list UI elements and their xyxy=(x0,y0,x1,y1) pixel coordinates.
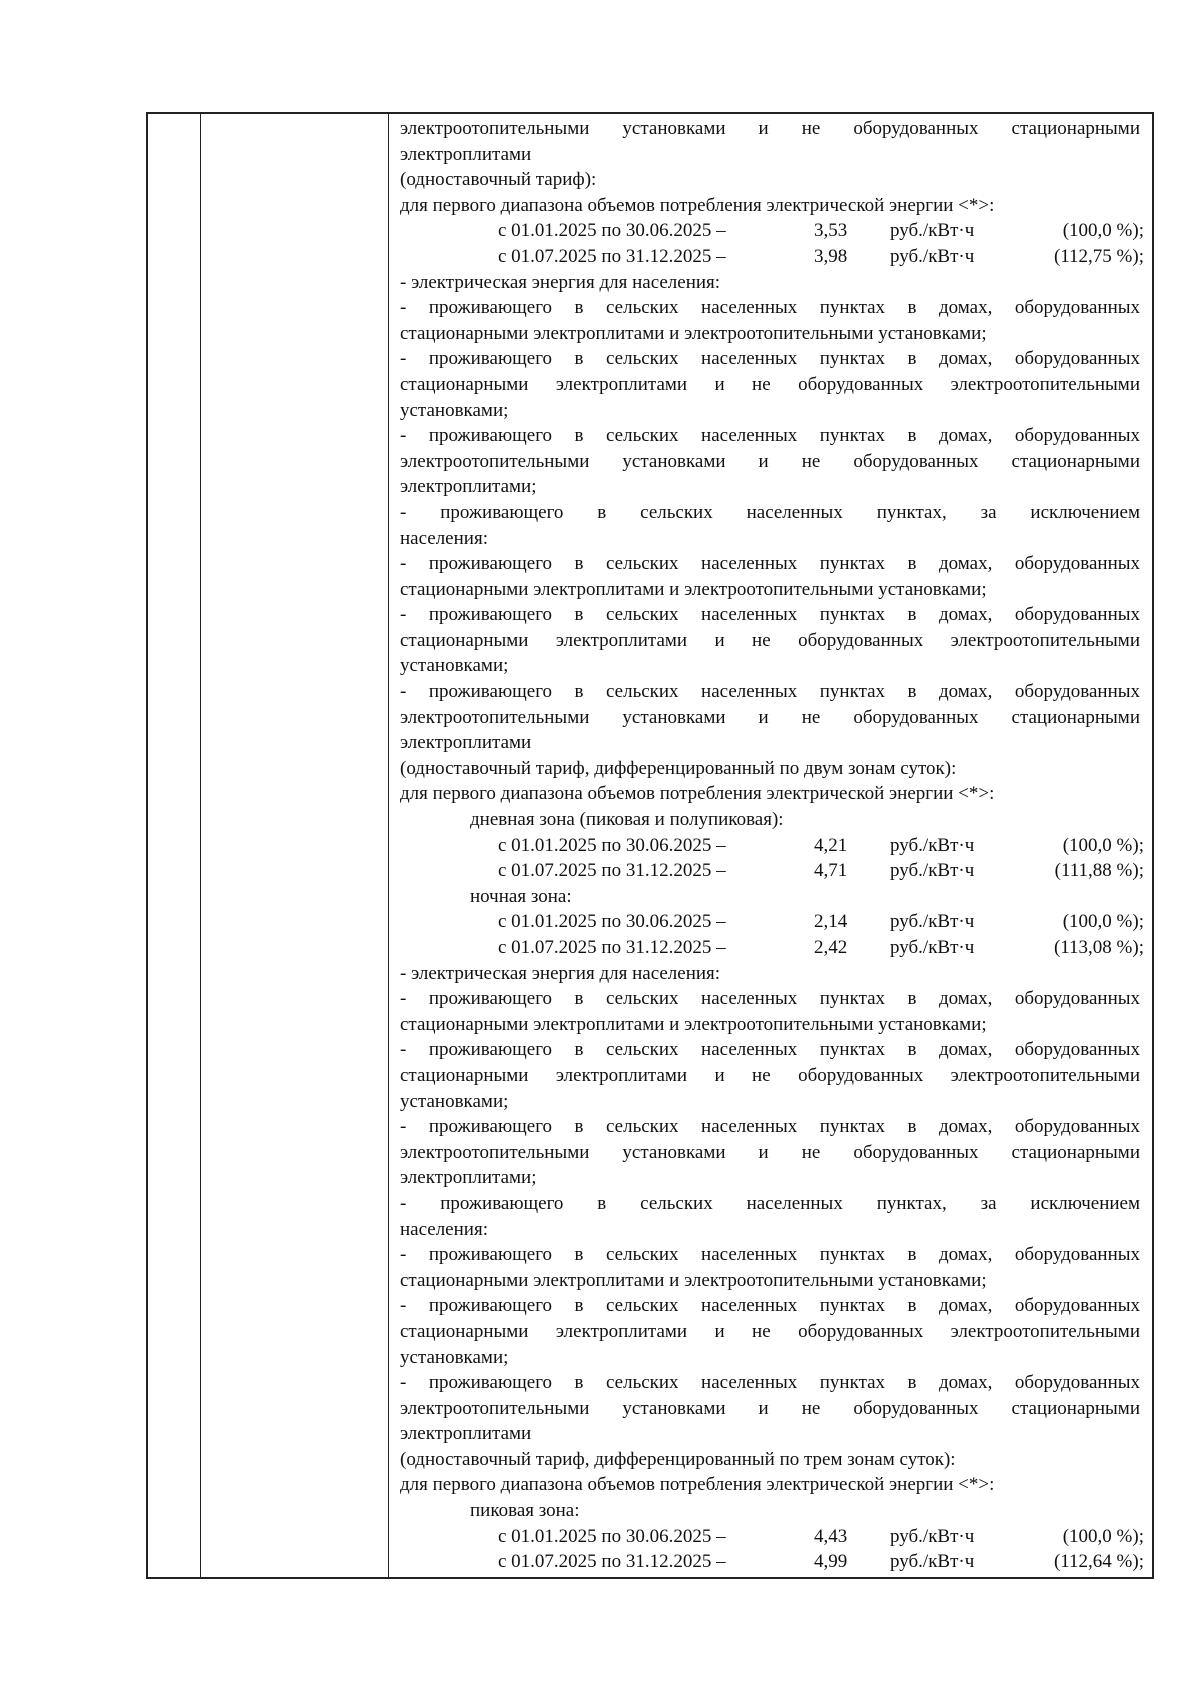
tariff-period: с 01.01.2025 по 30.06.2025 – xyxy=(498,220,726,242)
tariff-value: 4,99 xyxy=(814,1551,848,1573)
paragraph xyxy=(400,116,1140,167)
text-line: - проживающего в сельских населенных пунктах в домах, оборудованных xyxy=(400,348,1140,370)
tariff-rate-row xyxy=(400,909,1144,935)
paragraph xyxy=(400,500,1140,551)
text-line: стационарными электроплитами и электроотопительными установками; xyxy=(400,322,987,344)
text-line: - проживающего в сельских населенных пунктах, за исключением xyxy=(400,501,1140,523)
text-line: электроплитами xyxy=(400,732,532,754)
paragraph xyxy=(400,295,1140,346)
text-line: электроплитами xyxy=(400,143,532,165)
paragraph xyxy=(400,346,1140,423)
tariff-unit: руб./кВт·ч xyxy=(890,937,975,958)
tariff-rate-row xyxy=(400,935,1144,961)
text-line: - проживающего в сельских населенных пунктах в домах, оборудованных xyxy=(400,988,1140,1010)
tariff-value: 4,71 xyxy=(814,860,848,882)
text-line: электроотопительными установками и не оборудованных стационарными xyxy=(400,118,1140,139)
tariff-percent: (100,0 %); xyxy=(1062,220,1144,242)
tariff-percent: (100,0 %); xyxy=(1062,834,1144,856)
text-line: населения: xyxy=(400,527,488,549)
paragraph xyxy=(400,679,1140,756)
text-line: электроплитами; xyxy=(400,1167,537,1189)
column-divider-2 xyxy=(388,114,389,1577)
paragraph xyxy=(400,1191,1140,1242)
tariff-unit: руб./кВт·ч xyxy=(890,911,975,933)
tariff-rate-row xyxy=(400,858,1144,884)
tariff-value: 2,42 xyxy=(814,937,848,958)
tariff-unit: руб./кВт·ч xyxy=(890,1525,975,1547)
text-line: для первого диапазона объемов потребления электрической энергии <*>: xyxy=(400,783,995,805)
paragraph xyxy=(400,1242,1140,1293)
text-line: - электрическая энергия для населения: xyxy=(400,271,721,293)
text-line: электроплитами; xyxy=(400,476,537,498)
tariff-period: с 01.01.2025 по 30.06.2025 – xyxy=(498,1525,726,1547)
tariff-rate-row xyxy=(400,1549,1144,1575)
text-line: электроотопительными установками и не оборудованных стационарными xyxy=(400,706,1140,728)
text-line: электроотопительными установками и не оборудованных стационарными xyxy=(400,1397,1140,1419)
column-divider-1 xyxy=(200,114,201,1577)
tariff-unit: руб./кВт·ч xyxy=(890,860,975,882)
text-line: - проживающего в сельских населенных пунктах в домах, оборудованных xyxy=(400,297,1140,319)
tariff-rate-row xyxy=(400,833,1144,859)
tariff-value: 4,21 xyxy=(814,834,848,856)
text-line: электроотопительными установками и не оборудованных стационарными xyxy=(400,450,1140,472)
tariff-period: с 01.07.2025 по 31.12.2025 – xyxy=(498,860,726,882)
paragraph xyxy=(400,986,1140,1037)
text-line: стационарными электроплитами и электроотопительными установками; xyxy=(400,578,987,600)
text-line: электроплитами xyxy=(400,1423,532,1445)
tariff-period: с 01.07.2025 по 31.12.2025 – xyxy=(498,937,726,958)
tariff-percent: (100,0 %); xyxy=(1062,1525,1144,1547)
tariff-unit: руб./кВт·ч xyxy=(890,220,975,242)
text-line: электроотопительными установками и не оборудованных стационарными xyxy=(400,1141,1140,1163)
paragraph xyxy=(400,1293,1140,1370)
zone-heading: ночная зона: xyxy=(470,885,572,907)
zone-heading: дневная зона (пиковая и полупиковая): xyxy=(470,809,784,831)
text-line: стационарными электроплитами и не оборудованных электроотопительными xyxy=(400,1320,1140,1342)
text-line: - проживающего в сельских населенных пунктах в домах, оборудованных xyxy=(400,1116,1140,1138)
tariff-period: с 01.07.2025 по 31.12.2025 – xyxy=(498,245,726,267)
text-line: установками; xyxy=(400,655,509,677)
tariff-unit: руб./кВт·ч xyxy=(890,245,975,267)
text-line: - проживающего в сельских населенных пунктах в домах, оборудованных xyxy=(400,425,1140,447)
text-line: для первого диапазона объемов потребления электрической энергии <*>: xyxy=(400,1474,995,1496)
tariff-value: 3,53 xyxy=(814,220,848,242)
text-line: стационарными электроплитами и электроотопительными установками; xyxy=(400,1013,987,1035)
text-line: - проживающего в сельских населенных пунктах в домах, оборудованных xyxy=(400,604,1140,626)
text-line: (одноставочный тариф, дифференцированный по трем зонам суток): xyxy=(400,1448,956,1470)
text-line: (одноставочный тариф, дифференцированный по двум зонам суток): xyxy=(400,757,957,779)
text-line: (одноставочный тариф): xyxy=(400,169,597,191)
text-line: установками; xyxy=(400,1346,509,1368)
text-line: стационарными электроплитами и электроотопительными установками; xyxy=(400,1269,987,1291)
tariff-percent: (112,75 %); xyxy=(1053,245,1144,267)
tariff-description-cell xyxy=(400,116,1144,1575)
tariff-rate-row xyxy=(400,1524,1144,1550)
paragraph xyxy=(400,1114,1140,1191)
tariff-rate-row xyxy=(400,218,1144,244)
text-line: - проживающего в сельских населенных пунктах в домах, оборудованных xyxy=(400,1244,1140,1266)
text-line: установками; xyxy=(400,1090,509,1112)
tariff-period: с 01.01.2025 по 30.06.2025 – xyxy=(498,911,726,933)
text-line: населения: xyxy=(400,1218,488,1240)
text-line: - электрическая энергия для населения: xyxy=(400,962,721,984)
paragraph xyxy=(400,602,1140,679)
tariff-value: 3,98 xyxy=(814,245,848,267)
paragraph xyxy=(400,551,1140,602)
text-line: - проживающего в сельских населенных пунктах в домах, оборудованных xyxy=(400,681,1140,703)
text-line: стационарными электроплитами и не оборудованных электроотопительными xyxy=(400,373,1140,395)
tariff-value: 2,14 xyxy=(814,911,848,933)
paragraph xyxy=(400,1370,1140,1447)
text-line: стационарными электроплитами и не оборудованных электроотопительными xyxy=(400,1064,1140,1086)
zone-heading: пиковая зона: xyxy=(470,1500,580,1522)
text-line: для первого диапазона объемов потребления электрической энергии <*>: xyxy=(400,194,995,216)
text-line: - проживающего в сельских населенных пунктах в домах, оборудованных xyxy=(400,1295,1140,1317)
text-line: - проживающего в сельских населенных пунктах в домах, оборудованных xyxy=(400,1372,1140,1394)
tariff-rate-row xyxy=(400,244,1144,270)
text-line: установками; xyxy=(400,399,509,421)
text-line: - проживающего в сельских населенных пунктах, за исключением xyxy=(400,1192,1140,1214)
tariff-percent: (100,0 %); xyxy=(1062,911,1144,933)
text-line: стационарными электроплитами и не оборудованных электроотопительными xyxy=(400,629,1140,651)
tariff-unit: руб./кВт·ч xyxy=(890,1551,975,1573)
tariff-period: с 01.01.2025 по 30.06.2025 – xyxy=(498,834,726,856)
tariff-period: с 01.07.2025 по 31.12.2025 – xyxy=(498,1551,726,1573)
text-line: - проживающего в сельских населенных пунктах в домах, оборудованных xyxy=(400,1039,1140,1061)
tariff-percent: (111,88 %); xyxy=(1054,860,1144,882)
paragraph xyxy=(400,423,1140,500)
tariff-value: 4,43 xyxy=(814,1525,848,1547)
tariff-table xyxy=(146,112,1154,1579)
tariff-unit: руб./кВт·ч xyxy=(890,834,975,856)
paragraph xyxy=(400,1037,1140,1114)
tariff-percent: (112,64 %); xyxy=(1053,1551,1144,1573)
tariff-percent: (113,08 %); xyxy=(1053,937,1144,958)
text-line: - проживающего в сельских населенных пунктах в домах, оборудованных xyxy=(400,553,1140,575)
